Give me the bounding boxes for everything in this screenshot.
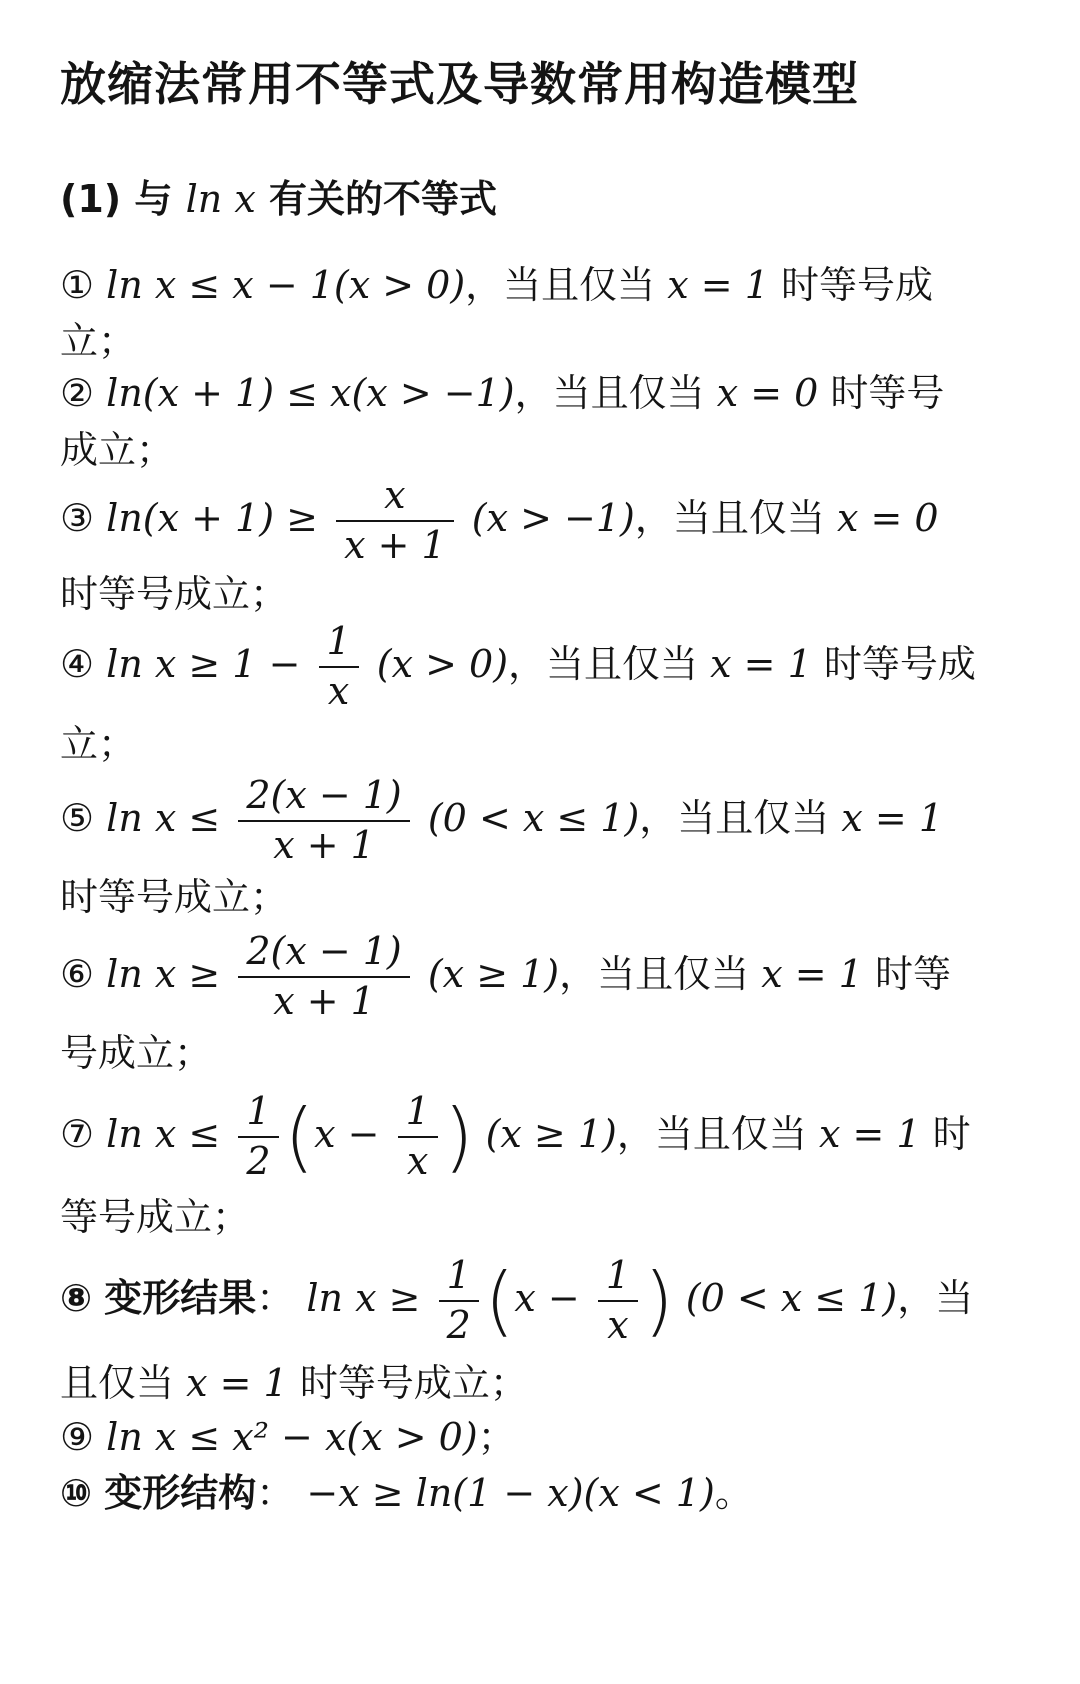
inequality-lhs: ln(x + 1) ≥ bbox=[106, 496, 318, 540]
equality-condition: x = 0 bbox=[716, 371, 819, 415]
inner-expression: x − bbox=[514, 1276, 580, 1320]
inequality-lhs: ln x ≥ 1 − bbox=[106, 642, 301, 686]
fraction-denominator: x bbox=[327, 668, 350, 713]
domain-condition: (x > −1) bbox=[471, 496, 635, 540]
wrap-text-2: 时等号成立； bbox=[299, 1361, 528, 1405]
section-heading bbox=[60, 168, 497, 223]
item-number: ① bbox=[60, 263, 95, 307]
equality-condition: x = 1 bbox=[710, 642, 812, 686]
fraction-reciprocal bbox=[598, 1252, 638, 1349]
condition-text-2: 时 bbox=[932, 1112, 971, 1156]
equality-condition: x = 1 bbox=[667, 263, 769, 307]
label-colon: ： bbox=[256, 1276, 295, 1320]
inequality-formula: −x ≥ ln(1 − x)(x < 1) bbox=[306, 1471, 715, 1515]
fraction-numerator: 2(x − 1) bbox=[246, 929, 402, 973]
fraction bbox=[238, 928, 409, 1025]
fraction-denominator: x + 1 bbox=[273, 822, 375, 867]
fraction-denominator: 2 bbox=[246, 1138, 271, 1183]
inequality-8 bbox=[60, 1252, 973, 1349]
fraction-denominator: x bbox=[407, 1138, 429, 1183]
item-number: ④ bbox=[60, 642, 95, 686]
fraction-numerator: 1 bbox=[446, 1253, 471, 1297]
inequality-10 bbox=[60, 1471, 753, 1515]
item-number: ⑨ bbox=[60, 1415, 95, 1459]
condition-text-2: 时等 bbox=[874, 952, 951, 996]
condition-text-2: 时等号成 bbox=[780, 263, 933, 307]
inequality-4 bbox=[60, 618, 976, 715]
equality-condition: x = 1 bbox=[841, 796, 944, 840]
inequality-lhs: ln x ≤ bbox=[106, 796, 221, 840]
condition-text-2: 时等号成 bbox=[823, 642, 976, 686]
inner-expression: x − bbox=[314, 1112, 380, 1156]
inequality-3-wrap: 时等号成立； bbox=[60, 572, 289, 616]
left-paren: ( bbox=[284, 1091, 315, 1181]
domain-condition: (x ≥ 1) bbox=[427, 952, 560, 996]
inequality-3 bbox=[60, 472, 939, 569]
inequality-2-wrap: 成立； bbox=[60, 428, 175, 472]
right-paren: ) bbox=[443, 1091, 474, 1181]
inequality-2 bbox=[60, 371, 945, 415]
inequality-6 bbox=[60, 928, 951, 1025]
inequality-formula: ln x ≤ x² − x(x > 0) bbox=[106, 1415, 478, 1459]
equality-condition: x = 1 bbox=[761, 952, 863, 996]
item-label: 变形结构 bbox=[104, 1471, 257, 1515]
fraction bbox=[319, 618, 359, 715]
fraction-denominator: x + 1 bbox=[344, 522, 446, 567]
domain-condition: (x > 0) bbox=[376, 642, 509, 686]
inequality-1 bbox=[60, 263, 933, 307]
inequality-lhs: ln x ≥ bbox=[306, 1276, 421, 1320]
inequality-6-wrap: 号成立； bbox=[60, 1031, 213, 1075]
wrap-text: 且仅当 bbox=[60, 1361, 175, 1405]
fraction-numerator: 1 bbox=[605, 1253, 631, 1297]
inequality-7 bbox=[60, 1088, 971, 1185]
condition-text: ，当且仅当 bbox=[508, 642, 699, 686]
section-math: ln x bbox=[185, 177, 256, 221]
item-number: ⑤ bbox=[60, 796, 95, 840]
domain-condition: (x ≥ 1) bbox=[485, 1112, 617, 1156]
condition-text: ，当且仅当 bbox=[465, 263, 656, 307]
condition-text: ，当且仅当 bbox=[514, 371, 705, 415]
left-paren: ( bbox=[484, 1255, 515, 1345]
fraction-denominator: 2 bbox=[446, 1302, 471, 1347]
condition-text-2: 时等号 bbox=[830, 371, 945, 415]
fraction-denominator: x bbox=[607, 1302, 629, 1347]
item-number: ⑧ bbox=[60, 1276, 93, 1320]
fraction-reciprocal bbox=[398, 1088, 438, 1185]
domain-condition: (0 < x ≤ 1) bbox=[685, 1276, 898, 1320]
equality-condition: x = 0 bbox=[837, 496, 939, 540]
label-colon: ： bbox=[256, 1471, 295, 1515]
right-paren: ) bbox=[644, 1255, 674, 1345]
condition-text: ，当且仅当 bbox=[634, 496, 825, 540]
fraction-half bbox=[238, 1088, 278, 1185]
inequality-9 bbox=[60, 1415, 516, 1459]
fraction bbox=[336, 472, 454, 569]
item-number: ③ bbox=[60, 496, 95, 540]
item-label: 变形结果 bbox=[104, 1276, 257, 1320]
fraction-denominator: x + 1 bbox=[273, 978, 375, 1023]
condition-text: ，当且仅当 bbox=[559, 952, 750, 996]
condition-text: ，当且仅当 bbox=[616, 1112, 807, 1156]
inequality-formula: ln x ≤ x − 1(x > 0) bbox=[106, 263, 466, 307]
inequality-lhs: ln x ≥ bbox=[106, 952, 221, 996]
equality-condition: x = 1 bbox=[186, 1361, 288, 1405]
domain-condition: (0 < x ≤ 1) bbox=[427, 796, 640, 840]
fraction bbox=[238, 772, 409, 869]
inequality-5 bbox=[60, 772, 943, 869]
fraction-half bbox=[439, 1252, 479, 1349]
section-suffix: 有关的不等式 bbox=[269, 177, 498, 221]
item-number: ② bbox=[60, 371, 95, 415]
fraction-numerator: 1 bbox=[326, 619, 351, 663]
section-prefix: (1) 与 bbox=[60, 177, 173, 221]
fraction-numerator: x bbox=[384, 473, 406, 517]
equality-condition: x = 1 bbox=[818, 1112, 921, 1156]
inequality-1-wrap: 立； bbox=[60, 319, 137, 363]
fraction-numerator: 1 bbox=[405, 1089, 430, 1133]
inequality-5-wrap: 时等号成立； bbox=[60, 875, 289, 919]
item-number: ⑦ bbox=[60, 1112, 95, 1156]
fraction-numerator: 1 bbox=[246, 1089, 271, 1133]
condition-text: ，当 bbox=[897, 1276, 974, 1320]
fraction-numerator: 2(x − 1) bbox=[246, 773, 402, 817]
inequality-8-wrap bbox=[60, 1361, 528, 1405]
item-number: ⑥ bbox=[60, 952, 95, 996]
end-punct: ； bbox=[477, 1415, 516, 1459]
inequality-formula: ln(x + 1) ≤ x(x > −1) bbox=[106, 371, 515, 415]
inequality-lhs: ln x ≤ bbox=[106, 1112, 221, 1156]
item-number: ⑩ bbox=[60, 1471, 93, 1515]
inequality-4-wrap: 立； bbox=[60, 722, 137, 766]
condition-text: ，当且仅当 bbox=[639, 796, 830, 840]
end-punct: 。 bbox=[714, 1471, 753, 1515]
page-title: 放缩法常用不等式及导数常用构造模型 bbox=[60, 57, 859, 111]
inequality-7-wrap: 等号成立； bbox=[60, 1195, 251, 1239]
